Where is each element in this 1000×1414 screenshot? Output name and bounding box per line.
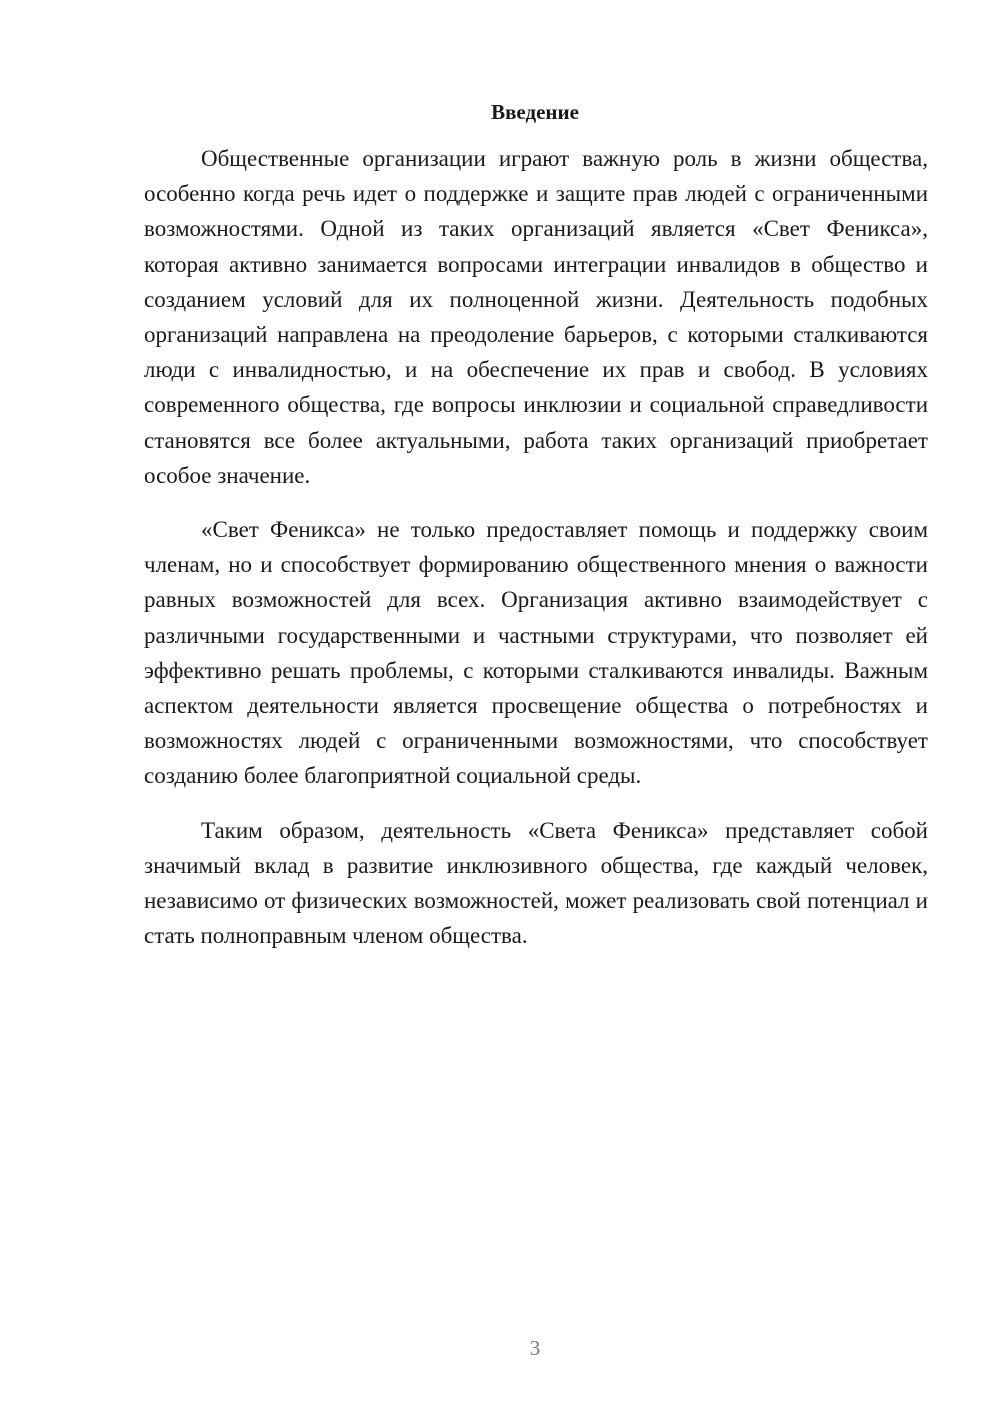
- body-text: [144, 141, 928, 953]
- paragraph-3: Таким образом, деятельность «Света Феникса» представляет собой значимый вклад в развитие инклюзивного общества, где каждый человек, независимо от физических возможностей, может реализовать свой потенциал и стать полноправным членом общества.: [144, 817, 928, 949]
- paragraph-1: Общественные организации играют важную роль в жизни общества, особенно когда речь идет о поддержке и защите прав людей с ограниченными возможностями. Одной из таких организаций является «Свет Феникса», которая активно занимается вопросами интеграции инвалидов в общество и созданием условий для их полноценной жизни. Деятельность подобных организаций направлена на преодоление барьеров, с которыми сталкиваются люди с инвалидностью, и на обеспечение их прав и свобод. В условиях современного общества, где вопросы инклюзии и социальной справедливости становятся все более актуальными, работа таких организаций приобретает особое значение.: [144, 146, 928, 488]
- paragraph-2: «Свет Феникса» не только предоставляет помощь и поддержку своим членам, но и способствует формированию общественного мнения о важности равных возможностей для всех. Организация активно взаимодействует с различными государственными и частными структурами, что позволяет ей эффективно решать проблемы, с которыми сталкиваются инвалиды. Важным аспектом деятельности является просвещение общества о потребностях и возможностях людей с ограниченными возможностями, что способствует созданию более благоприятной социальной среды.: [144, 517, 928, 789]
- section-heading: Введение: [491, 100, 579, 124]
- page-number: 3: [529, 1336, 541, 1360]
